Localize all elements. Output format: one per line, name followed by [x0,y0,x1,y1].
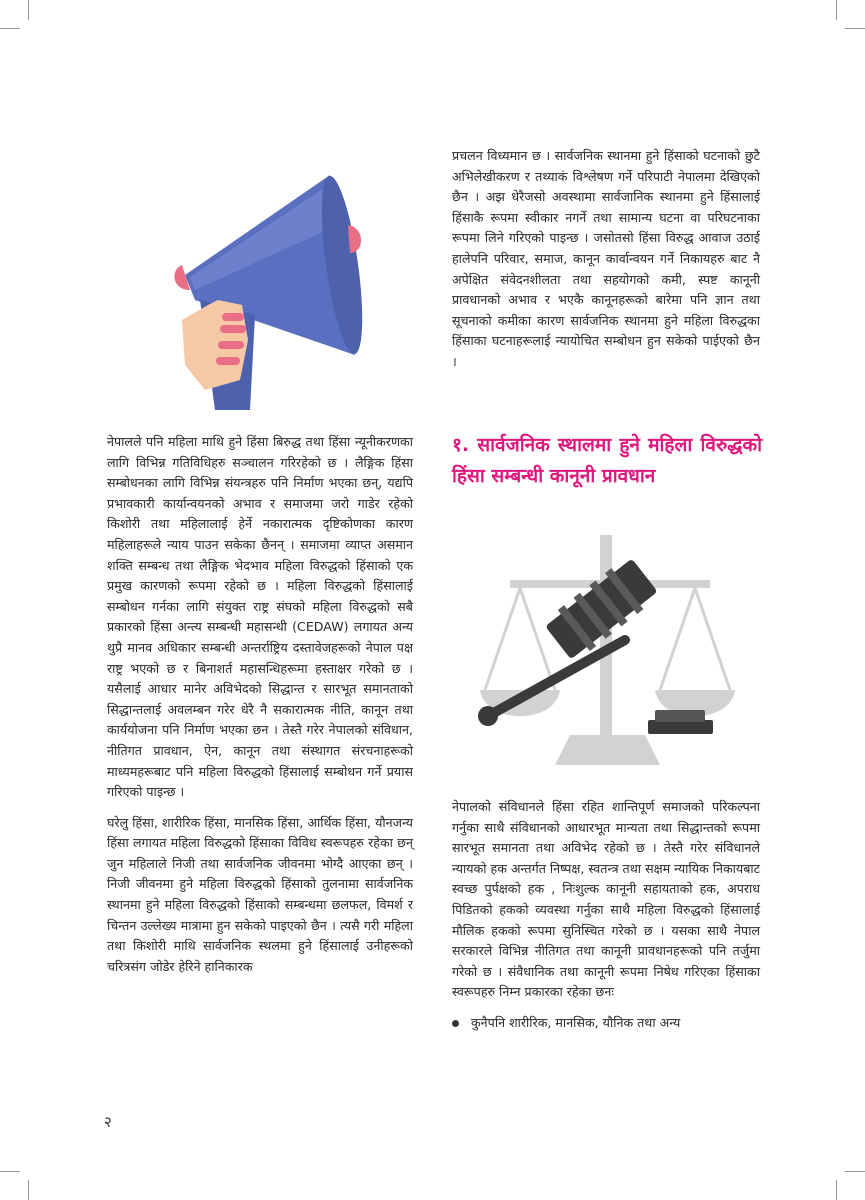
bullet-text: कुनैपनि शारीरिक, मानसिक, यौनिक तथा अन्य [471,1014,681,1030]
paragraph-public-violence: प्रचलन विध्यमान छ । सार्वजनिक स्थानमा हुने हिंसाको घटनाको छुटै अभिलेखीकरण र तथ्याकं विश्लेषण गर्ने परिपाटी नेपालमा देखिएको छैन । अझ धेरैजसो अवस्थामा सार्वजानिक स्थानमा हुने हिंसालाई हिंसाकै रूपमा स्वीकार नगर्ने तथा सामान्य घटना वा परिघटनाका रूपमा लिने गरिएको पाइन्छ । जसोतसो हिंसा विरुद्ध आवाज उठाई हालेपनि परिवार, समाज, कानून कार्वान्वयन गर्ने निकायहरु बाट नै अपेक्षित संवेदनशीलता तथा सहयोगको कमी, स्पष्ट कानूनी प्रावधानको अभाव र भएकै कानूनहरूको बारेमा पनि ज्ञान तथा सूचनाको कमीका कारण सार्वजनिक स्थानमा हुने महिला विरुद्धका हिंसाका घटनाहरूलाई न्यायोचित सम्बोधन हुन सकेको पाईएको छैन । [452,148,760,369]
paragraph-violence-forms: घरेलु हिंसा, शारीरिक हिंसा, मानसिक हिंसा, आर्थिक हिंसा, यौनजन्य हिंसा लगायत महिला विरुद्धको हिंसाका विविध स्वरूपहरु रहेका छन् जुन महिलाले निजी तथा सार्वजनिक जीवनमा भोग्दै आएका छन् । निजी जीवनमा हुने महिला विरुद्धको हिंसाको तुलनामा सार्वजनिक स्थानमा हुने महिला विरुद्धको हिंसाको सम्बन्धमा छलफल, विमर्श र चिन्तन उल्लेख्य मात्रामा हुन सकेको पाइएको छैन । त्यसै गरी महिला तथा किशोरी माथि सार्वजनिक स्थलमा हुने हिंसालाई उनीहरूको चरित्रसंग जोडेर हेरिने हानिकारक [107,814,413,974]
crop-mark-bottom-right-h [845,1171,865,1172]
bullet-dot-icon [452,1020,459,1027]
crop-mark-top-left-h [0,28,20,29]
megaphone-icon [160,165,380,415]
crop-mark-top-right-v [836,0,837,20]
paragraph-nepal-efforts: नेपालले पनि महिला माथि हुने हिंसा बिरुद्ध तथा हिंसा न्यूनीकरणका लागि विभिन्न गतिविधिहरु सञ्चालन गरिरहेको छ । लैङ्गिक हिंसा सम्बोधनका लागि विभिन्न संयन्त्रहरु पनि निर्माण भएका छन्, यद्यपि प्रभावकारी कार्यान्वयनको अभाव र समाजमा जरो गाडेर रहेको किशोरी तथा महिलालाई हेर्ने नकारात्मक दृष्टिकोणका कारण महिलाहरूले न्याय पाउन सकेका छैनन् । समाजमा व्याप्त असमान शक्ति सम्बन्ध तथा लैङ्गिक भेदभाव महिला विरुद्धको हिंसाको एक प्रमुख कारणको रूपमा रहेको छ । महिला विरुद्धको हिंसालाई सम्बोधन गर्नका लागि संयुक्त राष्ट्र संघको महिला विरुद्धको सबै प्रकारको हिंसा अन्त्य सम्बन्धी महासन्धी (CEDAW) लगायत अन्य थुप्रै मानव अधिकार सम्बन्धी अन्तर्राष्ट्रिय दस्तावेजहरूको नेपाल पक्ष राष्ट्र भएको छ र बिनाशर्त महासन्धिहरूमा हस्ताक्षर गरेको छ । यसैलाई आधार मानेर अविभेदको सिद्धान्त र सारभूत समानताको सिद्धान्तलाई अवलम्बन गरेर धेरै नै सकारात्मक नीति, कानून तथा कार्ययोजना पनि निर्माण भएका छन । तेस्तै गरेर नेपालको संविधान, नीतिगत प्रावधान, ऐन, कानून तथा संस्थागत संरचनाहरूको माध्यमहरूबाट पनि महिला विरुद्धको हिंसालाई सम्बोधन गर्ने प्रयास गरिएको पाइन्छ । [107,434,413,800]
crop-mark-top-left-v [28,0,29,20]
gavel-scale-icon [470,530,750,775]
right-column-top [452,146,760,383]
crop-mark-top-right-h [845,28,865,29]
right-column-bottom [452,797,760,1034]
section-heading: १. सार्वजनिक स्थालमा हुने महिला विरुद्धको हिंसा सम्बन्धी कानूनी प्रावधान [452,434,762,487]
page-number: २ [104,1113,112,1131]
crop-mark-bottom-left-h [0,1171,20,1172]
bullet-item [452,1013,760,1034]
paragraph-constitution: नेपालको संविधानले हिंसा रहित शान्तिपूर्ण समाजको परिकल्पना गर्नुका साथै संविधानको आधारभूत मान्यता तथा सिद्धान्तको रूपमा सारभूत समानता तथा अविभेद रहेको छ । तेस्तै गरेर संविधानले न्यायको हक अन्तर्गत निष्पक्ष, स्वतन्त्र तथा सक्षम न्यायिक निकायबाट स्वच्छ पुर्पक्षको हक , निःशुल्क कानूनी सहायताको हक, अपराध पिडितको हकको व्यवस्था गर्नुका साथै महिला विरुद्धको हिंसालाई मौलिक हकको रूपमा सुनिस्चित गरेको छ । यसका साथै नेपाल सरकारले विभिन्न नीतिगत तथा कानूनी प्रावधानहरूको पनि तर्जुमा गरेको छ । संवैधानिक तथा कानूनी रूपमा निषेध गरिएका हिंसाका स्वरूपहरु निम्न प्रकारका रहेका छनः [452,799,760,1000]
left-column [107,432,413,987]
crop-mark-bottom-right-v [836,1180,837,1200]
crop-mark-bottom-left-v [28,1180,29,1200]
